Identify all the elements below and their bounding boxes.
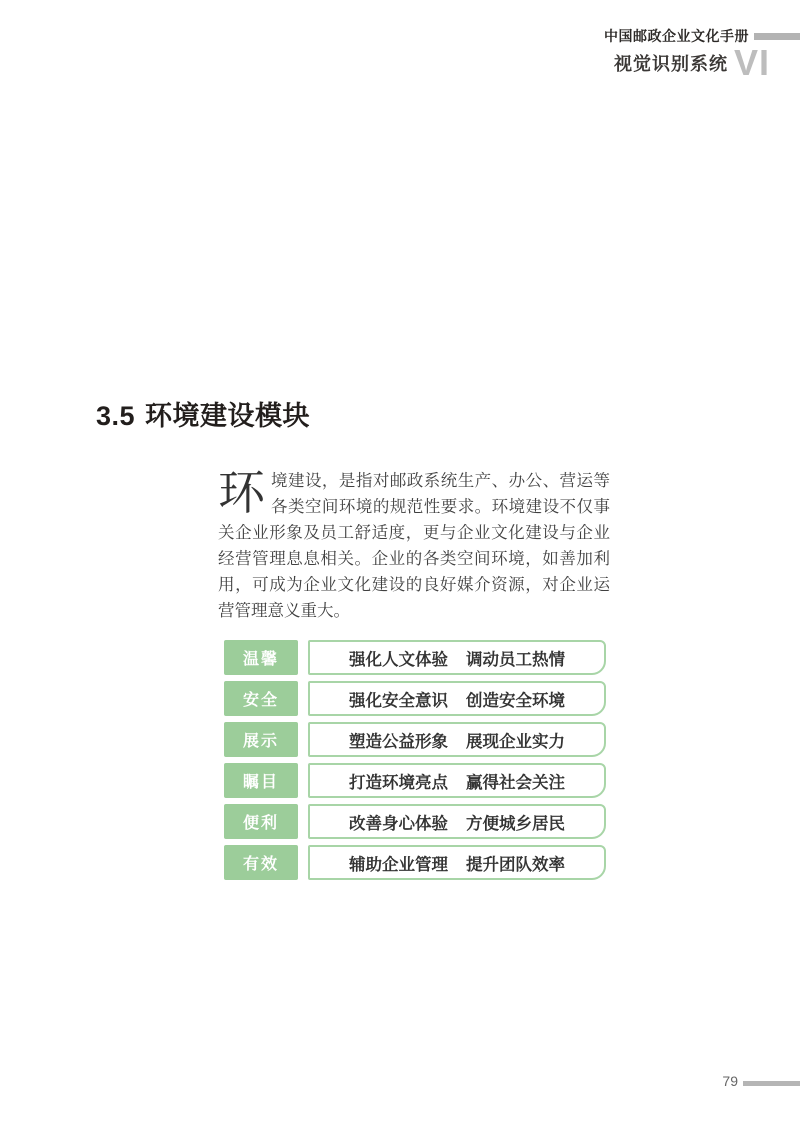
module-point: 强化安全意识 — [349, 691, 448, 710]
module-content — [308, 804, 606, 839]
handbook-title: 中国邮政企业文化手册 — [604, 28, 749, 44]
module-row — [224, 722, 606, 757]
header-bar — [754, 33, 800, 40]
module-content — [308, 640, 606, 675]
module-point: 赢得社会关注 — [466, 773, 565, 792]
module-point: 辅助企业管理 — [349, 855, 448, 874]
module-content — [308, 845, 606, 880]
module-point: 改善身心体验 — [349, 814, 448, 833]
module-gap — [298, 681, 308, 716]
module-content — [308, 722, 606, 757]
module-gap — [298, 804, 308, 839]
module-point: 强化人文体验 — [349, 650, 448, 669]
page-header — [604, 26, 800, 83]
module-label: 展示 — [224, 722, 298, 757]
intro-paragraph — [218, 468, 610, 624]
modules-table — [224, 640, 606, 886]
header-title-row — [604, 26, 800, 46]
module-gap — [298, 640, 308, 675]
module-row — [224, 804, 606, 839]
module-row — [224, 845, 606, 880]
header-subtitle-row — [604, 42, 770, 83]
module-row — [224, 763, 606, 798]
module-point: 塑造公益形象 — [349, 732, 448, 751]
module-point: 提升团队效率 — [466, 855, 565, 874]
module-content — [308, 763, 606, 798]
module-gap — [298, 763, 308, 798]
module-point: 调动员工热情 — [466, 650, 565, 669]
vi-logo: VI — [733, 42, 770, 83]
section-number: 3.5 — [96, 401, 136, 431]
module-point: 打造环境亮点 — [349, 773, 448, 792]
module-point: 方便城乡居民 — [466, 814, 565, 833]
module-label: 安全 — [224, 681, 298, 716]
module-gap — [298, 845, 308, 880]
module-label: 温馨 — [224, 640, 298, 675]
module-gap — [298, 722, 308, 757]
section-title — [96, 394, 310, 433]
module-label: 便利 — [224, 804, 298, 839]
module-row — [224, 681, 606, 716]
module-content — [308, 681, 606, 716]
vi-system-subtitle: 视觉识别系统 — [613, 54, 728, 74]
module-row — [224, 640, 606, 675]
module-point: 创造安全环境 — [466, 691, 565, 710]
intro-body-text: 境建设，是指对邮政系统生产、办公、营运等各类空间环境的规范性要求。环境建设不仅事关企业形象及员工舒适度，更与企业文化建设与企业经营管理息息相关。企业的各类空间环境，如善加利用，可成为企业文化建设的良好媒介资源，对企业运营管理意义重大。 — [218, 472, 610, 620]
module-label: 有效 — [224, 845, 298, 880]
section-title-text: 环境建设模块 — [145, 401, 311, 431]
drop-cap: 环 — [218, 466, 265, 519]
footer-bar — [743, 1081, 800, 1086]
module-point: 展现企业实力 — [466, 732, 565, 751]
page-number: 79 — [722, 1073, 738, 1089]
module-label: 瞩目 — [224, 763, 298, 798]
